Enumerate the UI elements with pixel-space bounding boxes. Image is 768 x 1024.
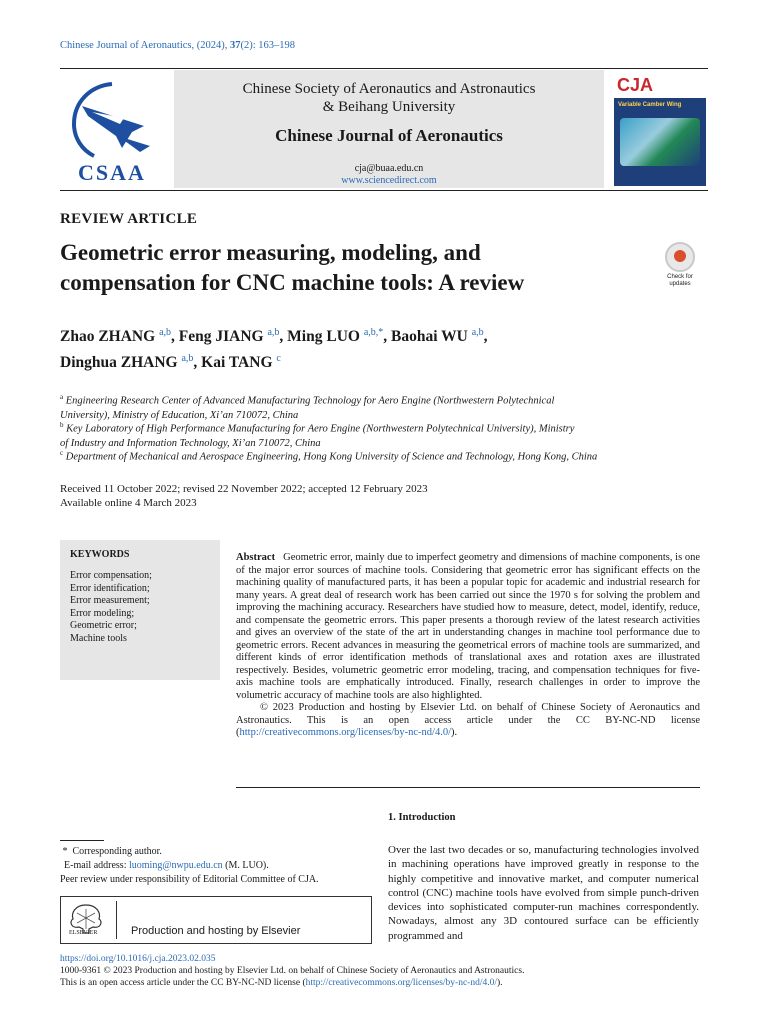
check-for-updates-button[interactable] [660,242,700,287]
doi-link[interactable]: https://doi.org/10.1016/j.cja.2023.02.035 [60,954,216,964]
author-email-link[interactable]: luoming@nwpu.edu.cn [128,860,223,871]
journal-contact [174,163,604,187]
footer-license-suffix: ). [497,978,503,988]
abstract-bottom-rule [236,787,700,788]
author-affil-sup[interactable]: a,b [267,327,280,338]
journal-cover-image [614,74,706,186]
header-top-rule [60,68,708,69]
license-link[interactable]: http://creativecommons.org/licenses/by-nc-nd/4.0/ [239,727,452,738]
license-end: ). [451,727,458,738]
affiliation-text: Key Laboratory of High Performance Manufacturing for Aero Engine (Northwestern Polytechnical University), Ministry [66,423,575,435]
author-name: Baohai WU [391,328,468,346]
journal-citation-prefix: Chinese Journal of Aeronautics, (2024), [60,40,231,51]
keyword-item: Geometric error; [70,620,137,631]
license-text: © 2023 Production and hosting by Elsevier Ltd. on behalf of Chinese Society of Aeronautics and Astronautics. This is an open access article under the CC BY-NC-ND license ( [236,702,700,738]
author-name: Zhao ZHANG [60,328,156,346]
author-name: Kai TANG [201,354,273,372]
footnotes [60,845,370,887]
introduction-heading: 1. Introduction [388,812,456,823]
title-line-1: Geometric error measuring, modeling, and [60,240,481,265]
affiliation-text: University), Ministry of Education, Xi’an 710072, China [60,409,299,421]
affiliation-text: Department of Mechanical and Aerospace Engineering, Hong Kong University of Science and Technology, Hong Kong, China [65,451,598,463]
journal-header-box [174,70,604,188]
affiliation-mark: b [60,421,64,429]
page-footer [60,953,700,989]
affiliation-c [60,446,700,465]
check-updates-label: Check for updates [667,274,693,287]
csaa-logo-text: CSAA [78,160,146,185]
author-separator: , [171,328,179,346]
asterisk-mark: * [62,846,68,857]
author-separator: , [383,328,392,346]
author-affil-sup[interactable]: a,b [471,327,484,338]
email-label: E-mail address: [64,860,129,871]
footer-license-prefix: This is an open access article under the CC BY-NC-ND license ( [60,978,306,988]
journal-volume: 37 [230,40,241,51]
author-name: Ming LUO [287,328,360,346]
article-title [60,238,640,298]
journal-citation[interactable] [60,40,295,51]
elsevier-logo-text: ELSEVIER [69,930,98,936]
peer-review-note: Peer review under responsibility of Editorial Committee of CJA. [60,874,319,885]
corresponding-text: Corresponding author. [72,846,162,857]
affiliation-text: Engineering Research Center of Advanced Manufacturing Technology for Aero Engine (Northwestern Polytechnical [65,395,555,407]
elsevier-divider [116,901,117,939]
csaa-emblem-icon [62,76,162,186]
affiliation-text: of Industry and Information Technology, Xi’an 710072, China [60,437,321,449]
article-type: REVIEW ARTICLE [60,211,198,227]
keywords-box [60,540,220,680]
journal-email: cja@buaa.edu.cn [354,163,424,174]
author-line-2 [60,348,680,374]
available-online-date: Available online 4 March 2023 [60,497,197,509]
cover-cja-logo: CJA [617,75,654,95]
keyword-item: Error modeling; [70,607,135,619]
author-separator: , [279,328,288,346]
keyword-item: Error compensation; [70,570,152,581]
author-name: Dinghua ZHANG [60,354,178,372]
keyword-item: Error identification; [70,582,150,594]
author-list [60,322,680,374]
affiliation-mark: a [60,393,64,401]
keyword-item: Error measurement; [70,595,150,606]
footnote-rule [60,840,104,841]
corresponding-note [60,845,370,859]
abstract [236,552,700,740]
cover-illustration [620,118,700,166]
author-affil-sup[interactable]: c [276,353,281,365]
org-line-1: Chinese Society of Aeronautics and Astronautics [242,81,536,97]
keywords-heading: KEYWORDS [70,549,130,560]
csaa-logo [62,76,162,186]
abstract-license [236,702,700,740]
email-suffix: (M. LUO). [222,860,269,871]
elsevier-box [60,896,372,944]
author-line-1 [60,322,680,348]
author-affil-sup[interactable]: a,b,* [363,327,384,338]
publisher-org [174,80,604,116]
author-separator: , [483,328,488,346]
abstract-heading: Abstract [236,552,276,563]
author-name: Feng JIANG [178,328,264,346]
received-dates: Received 11 October 2022; revised 22 November 2022; accepted 12 February 2023 [60,483,428,495]
abstract-text: Geometric error, mainly due to imperfect geometry and dimensions of machine components, is one of the major error sources of machine tools. Considering that geometric error has significant effects on the machining quality of manufactured parts, it has been a popular topic for academic and industrial research for many years. A great deal of research work has been carried out since the 1970 s for solving the problem and improving the machining accuracy. Researchers have studied how to measure, detect, model, identify, reduce, and compensate the geometric errors. This paper presents a thorough review of the latest research activities and gives an overview of the state of the art in understanding changes in machine tool performance due to geometric errors. Recent advances in measuring the geometrical errors of machine tools are summarized, and different kinds of error identification methods of translational axes and rotation axes are illustrated respectively. Besides, volumetric geometric error modeling, tracing, and compensation techniques for five-axis machine tools are emphatically introduced. Finally, research challenges in order to improve the volumetric accuracy of machine tools are also highlighted. [236,552,701,701]
footer-license [60,977,700,989]
article-dates [60,482,428,510]
email-note [60,859,370,873]
journal-name: Chinese Journal of Aeronautics [275,126,503,145]
org-line-2: & Beihang University [322,99,456,115]
title-line-2: compensation for CNC machine tools: A review [60,270,525,295]
author-separator: , [193,354,202,372]
cover-title: Variable Camber Wing [618,102,682,108]
introduction-text: Over the last two decades or so, manufacturing technologies involved in machining operations have improved greatly in response to the highly competitive and innovative market, and computer numerical control (CNC) machine tools have evolved from simple punch-driven devices into sophisticated computer-run machines correspondently. Nowadays, almost any 3D contoured surface can be efficiently programmed and [388,844,699,942]
keywords-list [70,570,220,645]
check-updates-icon [665,242,695,272]
issn-copyright: 1000-9361 © 2023 Production and hosting by Elsevier Ltd. on behalf of Chinese Society of Aeronautics and Astronautics. [60,966,525,976]
keyword-item: Machine tools [70,632,127,644]
affiliation-mark: c [60,449,64,457]
journal-citation-rest: (2): 163–198 [240,40,296,51]
footer-license-link[interactable]: http://creativecommons.org/licenses/by-nc-nd/4.0/ [305,978,497,988]
journal-website-link[interactable]: www.sciencedirect.com [341,175,437,186]
production-hosting-text: Production and hosting by Elsevier [131,925,301,937]
abstract-paragraph [236,552,700,702]
author-affil-sup[interactable]: a,b [181,353,194,365]
header-bottom-rule [60,190,708,191]
author-affil-sup[interactable]: a,b [159,327,172,338]
